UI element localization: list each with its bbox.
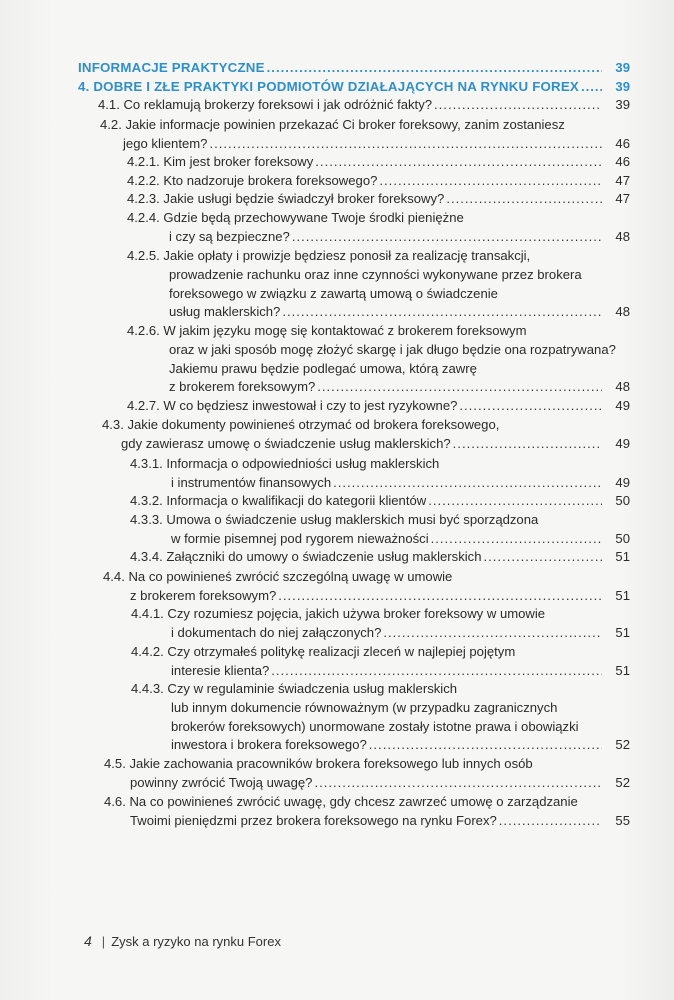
toc-page-number: 48 [615,379,630,395]
toc-entry-text: i czy są bezpieczne? [169,228,290,244]
toc-page-number: 47 [615,173,630,188]
toc-entry-text: oraz w jaki sposób mogę złożyć skargę i jak długo będzie ona rozpatrywana? [169,341,616,357]
toc-entry-text: 4.2.1. Kim jest broker foreksowy [127,154,314,169]
toc-entry-text: 4.4.1. Czy rozumiesz pojęcia, jakich używa broker foreksowy w umowie [131,606,546,621]
toc-entry-text: 4.2.2. Kto nadzoruje brokera foreksowego? [127,173,378,188]
toc-entry-text: 4.2.6. W jakim języku mogę się kontaktować z brokerem foreksowym [127,323,527,338]
toc-page-number: 51 [615,624,630,640]
dot-leader [315,154,602,170]
toc-page-number: 39 [615,97,630,112]
dot-leader [278,588,602,604]
dot-leader [383,625,602,641]
toc-entry-text: 4. DOBRE I ZŁE PRAKTYKI PODMIOTÓW DZIAŁAJĄCYCH NA RYNKU FOREX [78,79,579,94]
toc-page-number: 39 [615,60,630,75]
dot-leader [431,531,602,547]
toc-entry-text: z brokerem foreksowym? [130,587,277,603]
dot-leader [484,549,602,565]
dot-leader [317,379,602,395]
toc-page-number: 48 [615,228,630,244]
dot-leader [282,304,602,320]
dot-leader [209,136,602,152]
toc-entry-text: 4.2. Jakie informacje powinien przekazać Ci broker foreksowy, zanim zostaniesz [100,117,565,132]
toc-entry-text: 4.4.2. Czy otrzymałeś politykę realizacji zleceń w najlepiej pojętym [131,644,516,659]
toc-entry-text: 4.4.3. Czy w regulaminie świadczenia usług maklerskich [131,681,458,696]
toc-entry-text: foreksowego w związku z zawartą umową o świadczenie [169,285,498,301]
dot-leader [379,173,602,189]
toc-page-number: 49 [615,474,630,490]
toc-entry-text: Twoimi pieniędzmi przez brokera foreksowego na rynku Forex? [130,812,497,828]
toc-entry-text: i instrumentów finansowych [171,474,332,490]
toc-page-number: 46 [615,154,630,169]
toc-entry-text: 4.5. Jakie zachowania pracowników brokera foreksowego lub innych osób [104,756,533,771]
toc-entry-text: prowadzenie rachunku oraz inne czynności wykonywane przez brokera [169,266,582,282]
toc-entry-text: 4.2.5. Jakie opłaty i prowizje będziesz ponosił za realizację transakcji, [127,248,531,263]
toc-entry-text: INFORMACJE PRAKTYCZNE [78,60,265,75]
toc-page-number: 49 [615,435,630,451]
toc-entry-text: inwestora i brokera foreksowego? [171,737,367,753]
toc-entry-text: interesie klienta? [171,662,270,678]
toc-page-number: 51 [615,549,630,564]
toc-entry-text: z brokerem foreksowym? [169,379,316,395]
toc-entry-text: 4.3.1. Informacja o odpowiedniości usług maklerskich [130,456,440,471]
toc-entry-text: usług maklerskich? [169,304,281,320]
toc-entry-text: 4.2.4. Gdzie będą przechowywane Twoje środki pieniężne [127,210,464,225]
toc-entry-text: 4.3.4. Załączniki do umowy o świadczenie usług maklerskich [130,549,482,564]
dot-leader [267,60,602,76]
toc-page-number: 49 [615,398,630,413]
dot-leader [434,97,602,113]
dot-leader [581,79,602,95]
toc-entry-text: Jakiemu prawu będzie podlegać umowa, którą zawrę [169,360,477,376]
dot-leader [292,229,602,245]
toc-entry-text: 4.3.3. Umowa o świadczenie usług maklerskich musi być sporządzona [130,512,539,527]
toc-entry-text: lub innym dokumencie równoważnym (w przypadku zagranicznych [171,699,558,715]
dot-leader [271,663,602,679]
toc-page-number: 48 [615,304,630,320]
toc-entry-text: 4.2.3. Jakie usługi będzie świadczył broker foreksowy? [127,191,445,206]
toc-entry-text: powinny zwrócić Twoją uwagę? [130,774,313,790]
footer-book-title: Zysk a ryzyko na rynku Forex [111,934,281,949]
toc-page-number: 50 [615,493,630,508]
toc-page-number: 52 [615,737,630,753]
toc-entry-text: 4.1. Co reklamują brokerzy foreksowi i jak odróżnić fakty? [98,97,433,112]
toc-page-number: 51 [615,587,630,603]
toc-entry-text: 4.2.7. W co będziesz inwestował i czy to jest ryzykowne? [127,398,458,413]
dot-leader [453,436,602,452]
toc-page-number: 50 [615,530,630,546]
footer-page-number: 4 [84,933,92,949]
toc-page-number: 55 [615,812,630,828]
dot-leader [428,493,602,509]
dot-leader [369,737,602,753]
toc-page-number: 39 [615,79,630,94]
dot-leader [459,398,602,414]
toc-page-number: 46 [615,135,630,151]
dot-leader [314,775,602,791]
footer-separator: | [101,934,106,949]
toc-entry-text: 4.4. Na co powinieneś zwrócić szczególną uwagę w umowie [103,569,453,584]
toc-entry-text: w formie pisemnej pod rygorem nieważności [171,530,429,546]
toc-entry-text: gdy zawierasz umowę o świadczenie usług maklerskich? [121,435,451,451]
toc-page-number: 51 [615,662,630,678]
toc-page-number: 52 [615,774,630,790]
toc-entry-text: jego klientem? [123,135,208,151]
dot-leader [446,191,602,207]
toc-page-number: 47 [615,191,630,206]
dot-leader [499,813,602,829]
dot-leader [333,475,602,491]
page-footer [84,933,281,949]
toc-entry-text: 4.6. Na co powinieneś zwrócić uwagę, gdy chcesz zawrzeć umowę o zarządzanie [104,794,578,809]
toc-entry-text: brokerów foreksowych) unormowane zostały istotne prawa i obowiązki [171,718,579,734]
toc-entry-text: 4.3. Jakie dokumenty powinieneś otrzymać od brokera foreksowego, [102,417,500,432]
toc-entry-text: i dokumentach do niej załączonych? [171,624,382,640]
toc-entry-text: 4.3.2. Informacja o kwalifikacji do kategorii klientów [130,493,427,508]
